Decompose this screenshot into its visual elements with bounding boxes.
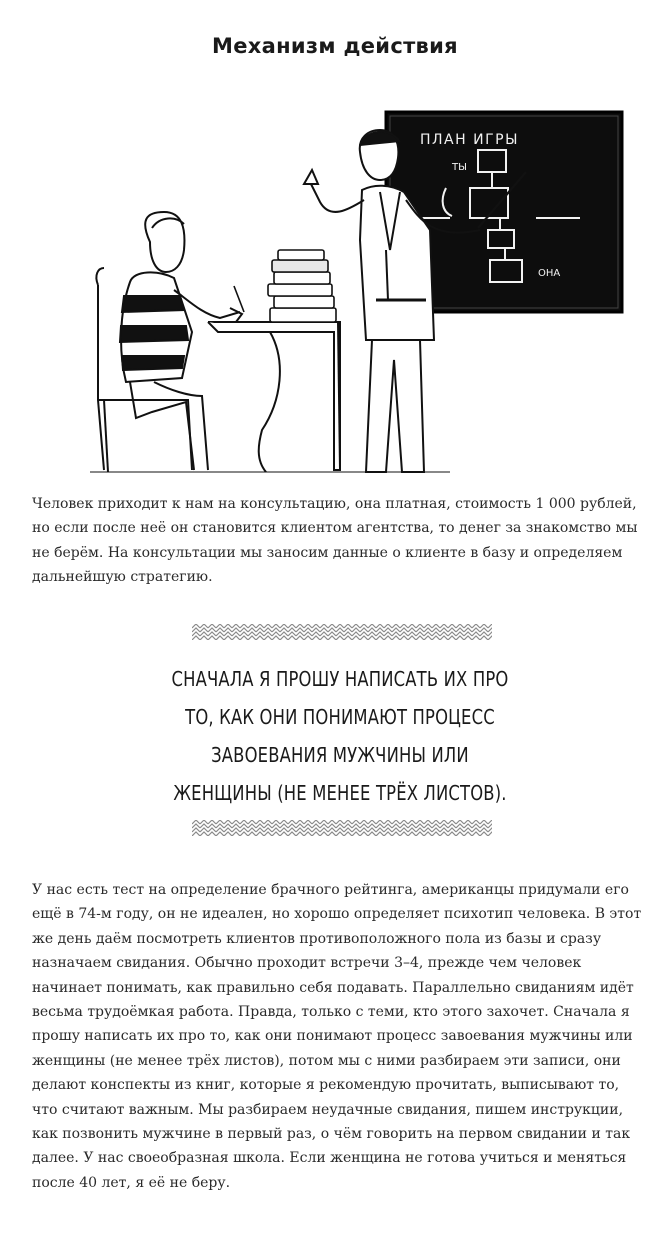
zigzag-divider-bottom (192, 820, 492, 836)
pull-quote (143, 660, 537, 812)
pull-quote-line: ТО, КАК ОНИ ПОНИМАЮТ ПРОЦЕСС (185, 705, 495, 729)
pull-quote-line: ЗАВОЕВАНИЯ МУЖЧИНЫ ИЛИ (211, 743, 469, 767)
board-you-text: ТЫ (452, 162, 467, 173)
paragraph-2: У нас есть тест на определение брачного рейтинга, американцы придумали его ещё в 74-м году, он не идеален, но хорошо определяет психотип человека. В этот же день даём посмотреть клиентов противоположного пола из базы и сразу назначаем свидания. Обычно проходит встречи 3–4, прежде чем человек начинает понимать, как правильно себя подавать. Параллельно свиданиям идёт весьма трудоёмкая работа. Правда, только с теми, кто этого захочет. Сначала я прошу написать их про то, как они понимают процесс завоевания мужчины или женщины (не менее трёх листов), потом мы с ними разбираем эти записи, они делают конспекты из книг, которые я рекомендую прочитать, выписывают то, что считают важным. Мы разбираем неудачные свидания, пишем инструкции, как позвонить мужчине в первый раз, о чём говорить на первом свидании и так далее. У нас своеобразная школа. Если женщина не готова учиться и меняться после 40 лет, я её не беру. (32, 882, 642, 1191)
article-title: Механизм действия (212, 34, 458, 58)
student-figure (96, 212, 244, 472)
pull-quote-line: ЖЕНЩИНЫ (НЕ МЕНЕЕ ТРЁХ ЛИСТОВ). (173, 781, 507, 805)
board-she-text: ОНА (538, 268, 561, 279)
paragraph-1: Человек приходит к нам на консультацию, она платная, стоимость 1 000 рублей, но если после неё он становится клиентом агентства, то денег за знакомство мы не берём. На консультации мы заносим данные о клиенте в базу и определяем дальнейшую стратегию. (32, 496, 638, 586)
board-title-text: ПЛАН ИГРЫ (420, 132, 519, 148)
zigzag-divider-top (192, 624, 492, 640)
desk (208, 322, 340, 472)
book-stack (268, 250, 336, 322)
classroom-illustration (90, 100, 650, 475)
pull-quote-line: СНАЧАЛА Я ПРОШУ НАПИСАТЬ ИХ ПРО (171, 667, 509, 691)
